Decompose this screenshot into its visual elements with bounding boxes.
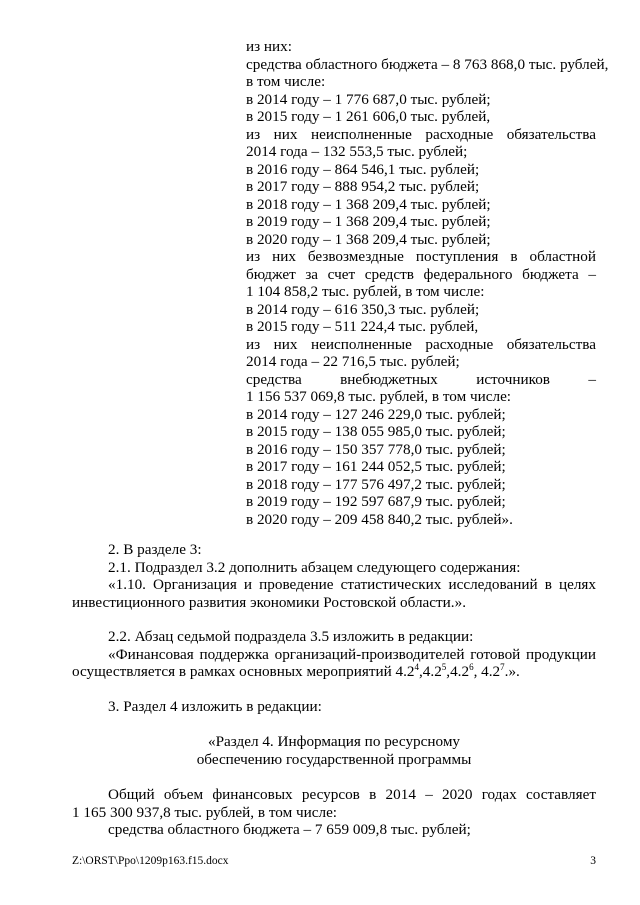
- word: областной: [529, 248, 596, 265]
- word: бюджет: [246, 265, 296, 283]
- word: 2014: [385, 786, 416, 803]
- word: из: [246, 125, 261, 143]
- word: Организация: [153, 576, 237, 593]
- word: и: [243, 576, 253, 593]
- text-line: в 2015 году – 1 261 606,0 тыс. рублей,: [246, 108, 491, 125]
- section-3-body: [72, 786, 596, 839]
- justified-line: [246, 336, 596, 354]
- word: федерального: [423, 265, 513, 283]
- page-footer: [72, 855, 596, 868]
- word: в: [510, 248, 518, 265]
- word: средств: [364, 265, 414, 283]
- superscript: 4: [414, 661, 419, 672]
- text-line: 1 104 858,2 тыс. рублей, в том числе:: [246, 283, 485, 300]
- paragraph: инвестиционного развития экономики Ростовской области.».: [72, 593, 466, 611]
- justified-paragraph-line: [72, 786, 596, 804]
- justified-line: [246, 126, 596, 144]
- file-path: Z:\ORST\Ppo\1209p163.f15.docx: [72, 855, 229, 867]
- word: проведение: [259, 576, 334, 593]
- text: осуществляется в рамках основных мероприятий 4.2: [72, 663, 415, 680]
- word: неисполненные: [310, 125, 412, 143]
- word: из: [246, 248, 261, 265]
- text-line: в том числе:: [246, 73, 326, 90]
- text-line: в 2016 году – 864 546,1 тыс. рублей;: [246, 160, 480, 178]
- word: поддержка: [199, 645, 269, 663]
- text-line: 1 156 537 069,8 тыс. рублей, в том числе:: [246, 388, 512, 405]
- word: объем: [163, 786, 204, 803]
- word: обязательства: [506, 335, 596, 353]
- word: бюджета: [522, 265, 579, 283]
- text-line: в 2016 году – 150 357 778,0 тыс. рублей;: [246, 440, 506, 458]
- text-line: средства областного бюджета – 8 763 868,0 тыс. рублей,: [246, 55, 609, 73]
- page-number: 3: [590, 855, 596, 867]
- superscript: 6: [469, 661, 474, 672]
- word: –: [588, 370, 596, 388]
- word: расходные: [425, 335, 494, 353]
- paragraph: средства областного бюджета – 7 659 009,8 тыс. рублей;: [108, 821, 471, 838]
- word: источников: [476, 370, 550, 388]
- section-3-heading: 3. Раздел 4 изложить в редакции:: [108, 698, 322, 715]
- text-line: 2014 года – 132 553,5 тыс. рублей;: [246, 143, 468, 160]
- word: «1.10.: [108, 576, 146, 593]
- word: расходные: [425, 125, 494, 143]
- paragraph: 2.2. Абзац седьмой подраздела 3.5 изложить в редакции:: [108, 628, 474, 645]
- word: за: [305, 265, 319, 283]
- word: финансовых: [212, 786, 293, 803]
- word: исследований: [448, 576, 538, 593]
- justified-line: [246, 266, 596, 284]
- word: Общий: [108, 786, 155, 803]
- text-line: в 2019 году – 192 597 687,9 тыс. рублей;: [246, 493, 506, 510]
- word: безвозмездные: [307, 248, 404, 265]
- text-line: из них:: [246, 38, 292, 55]
- text-line: в 2017 году – 161 244 052,5 тыс. рублей;: [246, 458, 506, 475]
- text-line: 2014 года – 22 716,5 тыс. рублей;: [246, 353, 460, 370]
- superscript: 5: [441, 661, 447, 672]
- justified-paragraph-line: [72, 576, 596, 594]
- section-2: [72, 541, 596, 611]
- word: годах: [481, 786, 517, 803]
- text-line: в 2020 году – 209 458 840,2 тыс. рублей».: [246, 510, 513, 528]
- section-2-2: [72, 628, 596, 681]
- justified-paragraph-line: [72, 646, 596, 664]
- word: статистических: [340, 576, 442, 593]
- word: них: [273, 335, 298, 353]
- text: .».: [504, 663, 520, 680]
- word: 2020: [442, 786, 473, 803]
- paragraph: 1 165 300 937,8 тыс. рублей, в том числе:: [72, 803, 338, 821]
- title-line: «Раздел 4. Информация по ресурсному: [207, 733, 461, 750]
- text: ,4.2: [446, 663, 470, 680]
- word: составляет: [526, 786, 596, 803]
- word: –: [588, 265, 596, 283]
- word: в: [544, 576, 552, 593]
- word: счет: [327, 265, 356, 283]
- text-line: в 2020 году – 1 368 209,4 тыс. рублей;: [246, 230, 491, 248]
- superscript: 7: [500, 661, 505, 672]
- text-line: в 2015 году – 138 055 985,0 тыс. рублей;: [246, 423, 506, 440]
- word: готовой: [470, 645, 521, 663]
- title-line: обеспечению государственной программы: [196, 750, 472, 768]
- word: неисполненные: [310, 335, 412, 353]
- word: них: [272, 248, 296, 265]
- word: организаций-производителей: [274, 645, 465, 663]
- text-line: в 2014 году – 1 776 687,0 тыс. рублей;: [246, 90, 491, 108]
- justified-line: [246, 371, 596, 389]
- paragraph: 2.1. Подраздел 3.2 дополнить абзацем следующего содержания:: [108, 558, 521, 576]
- section-3: [72, 698, 596, 716]
- word: обязательства: [506, 125, 596, 143]
- word: в: [369, 786, 377, 803]
- section-2-heading: 2. В разделе 3:: [108, 541, 202, 558]
- word: целях: [558, 576, 596, 593]
- word: из: [246, 335, 261, 353]
- funding-breakdown-column: [246, 38, 609, 528]
- section-title: [72, 733, 596, 768]
- word: внебюджетных: [340, 370, 438, 388]
- word: средства: [246, 370, 302, 388]
- text-line: в 2017 году – 888 954,2 тыс. рублей;: [246, 178, 480, 195]
- text-line: в 2015 году – 511 224,4 тыс. рублей,: [246, 318, 479, 335]
- text-line: в 2018 году – 1 368 209,4 тыс. рублей;: [246, 195, 491, 213]
- paragraph: [72, 663, 596, 681]
- text: ,4.2: [419, 663, 442, 680]
- text: , 4.2: [473, 663, 501, 680]
- word: них: [273, 125, 298, 143]
- word: –: [425, 786, 433, 803]
- word: ресурсов: [301, 786, 360, 803]
- word: «Финансовая: [108, 645, 194, 663]
- text-line: в 2014 году – 616 350,3 тыс. рублей;: [246, 300, 480, 318]
- word: поступления: [415, 248, 499, 265]
- text-line: в 2014 году – 127 246 229,0 тыс. рублей;: [246, 405, 506, 423]
- justified-line: [246, 248, 596, 266]
- word: продукции: [526, 645, 596, 663]
- text-line: в 2018 году – 177 576 497,2 тыс. рублей;: [246, 475, 506, 493]
- text-line: в 2019 году – 1 368 209,4 тыс. рублей;: [246, 213, 491, 230]
